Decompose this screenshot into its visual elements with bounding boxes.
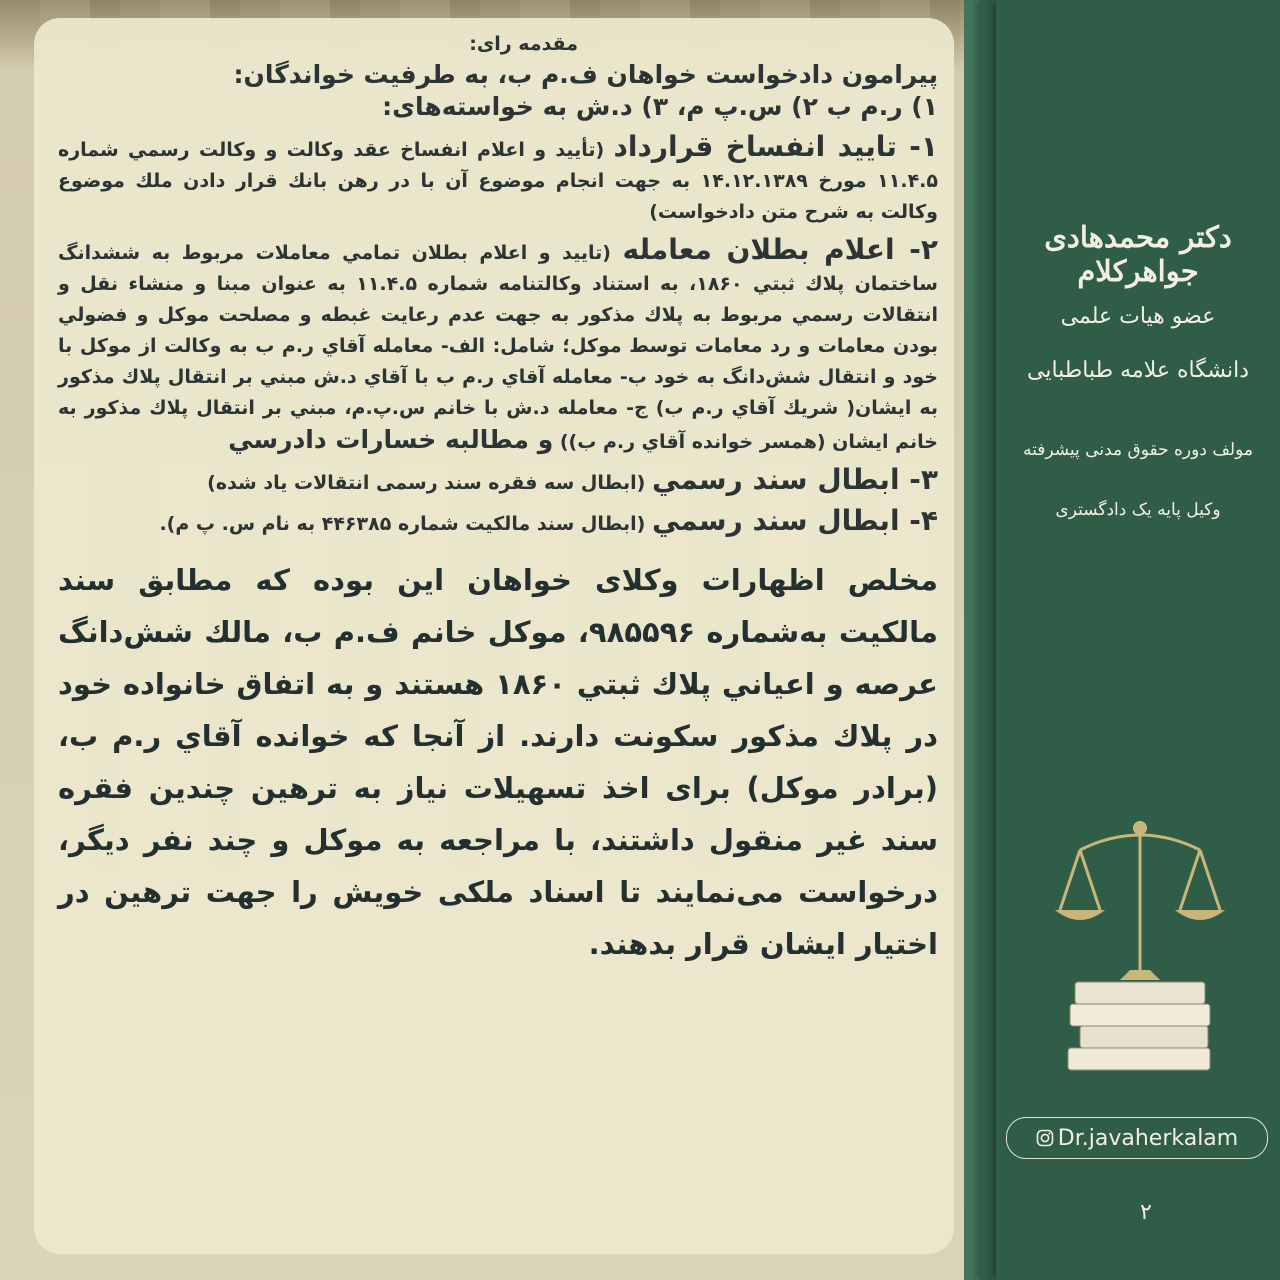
justice-scale-icon — [1040, 800, 1240, 1080]
author-title-1: عضو هیات علمی — [1060, 304, 1216, 329]
intro-line-1: پیرامون دادخواست خواهان ف.م ب، به طرفیت خواندگان: — [233, 60, 938, 89]
case-summary: مخلص اظهارات وكلای خواهان این بوده كه مطابق سند مالكيت به‌شماره ۹۸۵۵۹۶، موكل خانم ف.م ب، مالك شش‌دانگ عرصه و اعياني پلاك ثبتي ۱۸۶۰ هستند و به اتفاق خانواده خود در پلاك مذكور سكونت دارند. از آنجا كه خوانده آقاي ر.م ب، (برادر موكل) برای اخذ تسهيلات نياز به ترهين چندين فقره سند غير منقول داشتند، با مراجعه به موكل و چند نفر ديگر، درخواست می‌نمايند تا اسناد ملكی خويش را جهت ترهين در اختيار ايشان قرار بدهند. — [58, 563, 939, 961]
instagram-handle: Dr.javaherkalam — [1057, 1125, 1239, 1151]
author-name: دکتر محمدهادی جواهرکلام — [1044, 220, 1232, 288]
claim-4-title: ۴- ابطال سند رسمي — [651, 504, 938, 537]
claim-2 — [58, 234, 938, 458]
page-number: ۲ — [1140, 1200, 1152, 1225]
claim-1-body: (تأیید و اعلام انفساخ عقد وکالت و وکالت رسمي شماره ۱۱.۴.۵ مورخ ۱۴.۱۲.۱۳۸۹ به جهت انجام موضوع آن با در رهن بانك قرار دادن ملك موضوع وکالت به شرح متن دادخواست) — [58, 139, 938, 223]
claim-3-body: (ابطال سه فقره سند رسمی انتقالات یاد شده) — [207, 472, 646, 494]
claim-3-title: ۳- ابطال سند رسمي — [651, 463, 938, 496]
author-title-2: دانشگاه علامه طباطبایی — [1026, 358, 1250, 383]
claim-2-body: (تاييد و اعلام بطلان تمامي معاملات مربوط به ششدانگ ساختمان پلاك ثبتي ۱۸۶۰، به استناد وکالتنامه شماره ۱۱.۴.۵ به عنوان مبنا و منشاء نقل و انتقالات رسمي مربوط به پلاك مذكور به جهت عدم رعايت غبطه و مصلحت موكل و فضولي بودن معامات و رد معامات توسط موكل؛ شامل: الف- معامله آقاي ر.م ب به وكالت از موكل با خود و انتقال شش‌دانگ به خود ب- معامله آقاي ر.م ب با آقاي د.ش مبني بر انتقال پلاك مذكور به ايشان( شريك آقاي ر.م ب) ج- معامله د.ش با خانم س.پ.م، مبني بر انتقال پلاك مذكور به خانم ايشان (همسر خوانده آقاي ر.م ب)) — [58, 242, 938, 453]
intro-title: مقدمه رای: — [469, 33, 578, 55]
author-title-3: مولف دوره حقوق مدنی پیشرفته — [1023, 440, 1253, 460]
claim-2-title: ۲- اعلام بطلان معامله — [622, 233, 938, 266]
author-title-4: وکیل پایه یک دادگستری — [1055, 500, 1221, 520]
claim-3 — [58, 464, 938, 499]
claim-2-tail: و مطالبه خسارات دادرسي — [228, 425, 554, 454]
claim-1-title: ۱- تایید انفساخ قرارداد — [613, 130, 939, 163]
intro-line-2: ۱) ر.م ب ۲) س.پ م، ۳) د.ش به خواسته‌های: — [382, 92, 938, 121]
instagram-handle-badge[interactable] — [1006, 1117, 1268, 1159]
claim-4 — [58, 505, 938, 540]
claim-4-body: (ابطال سند مالكيت شماره ۴۴۶۳۸۵ به نام س. پ م). — [159, 513, 646, 535]
document-body — [58, 30, 938, 970]
claim-1 — [58, 131, 938, 228]
author-info — [996, 0, 1280, 1280]
instagram-icon — [1036, 1129, 1054, 1147]
